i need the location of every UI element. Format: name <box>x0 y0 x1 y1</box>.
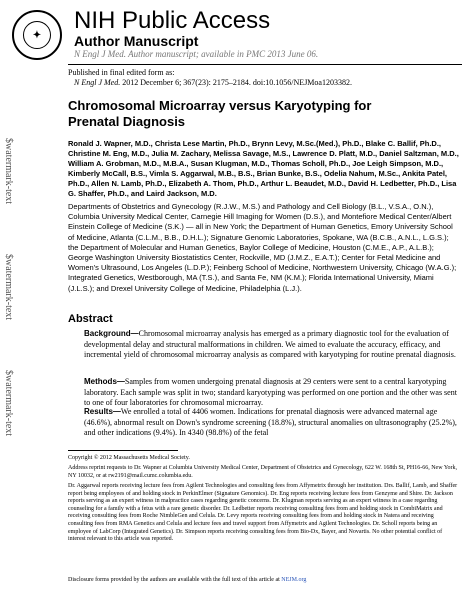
header-rule <box>68 64 462 65</box>
eagle-icon: ✦ <box>32 29 42 41</box>
watermark-text: $watermark-text <box>3 254 14 321</box>
published-as-label: Published in final edited form as: <box>68 68 175 77</box>
watermark-text: $watermark-text <box>3 138 14 205</box>
watermark-text: $watermark-text <box>3 370 14 437</box>
footnote-rule <box>68 450 178 451</box>
citation: N Engl J Med. 2012 December 6; 367(23): 2175–2184. doi:10.1056/NEJMoa1203382. <box>74 78 352 87</box>
disclosure-forms-note: Disclosure forms provided by the authors are available with the full text of this article at NEJM.org <box>68 577 307 583</box>
nih-public-access-title: NIH Public Access <box>74 7 271 34</box>
article-title: Chromosomal Microarray versus Karyotyping for Prenatal Diagnosis <box>68 98 372 129</box>
copyright-note: Copyright © 2012 Massachusetts Medical Society. <box>68 455 190 461</box>
author-manuscript-label: Author Manuscript <box>74 33 199 49</box>
nih-seal-logo <box>12 10 62 60</box>
abstract-methods: Methods—Samples from women undergoing prenatal diagnosis at 29 centers were sent to a central karyotyping laboratory. Each sample was split in two; standard karyotyping was performed on one portion and the other was sent to one of four laboratories for chromosomal microarray. <box>84 377 457 407</box>
abstract-background: Background—Chromosomal microarray analysis has emerged as a primary diagnostic tool for the evaluation of developmental delay and structural malformations in children. We aimed to evaluate the accuracy, efficacy, and incremental yield of chromosomal microarray analysis as compared with karyotyping for routine prenatal diagnosis. <box>84 329 456 359</box>
author-list: Ronald J. Wapner, M.D., Christa Lese Martin, Ph.D., Brynn Levy, M.Sc.(Med.), Ph.D., Blake C. Ballif, Ph.D., Christine M. Eng, M.D., Julia M. Zachary, Melissa Savage, M.S., Lawrence D. Platt, M.D., Daniel Saltzman, M.D., William A. Grobman, M.D., M.B.A., Susan Klugman, M.D., Thomas Scholl, Ph.D., Joe Leigh Simpson, M.D., Kimberly McCall, B.S., Vimla S. Aggarwal, M.B., B.S., Brian Bunke, B.S., Odelia Nahum, M.Sc., Ankita Patel, Ph.D., Allen N. Lamb, Ph.D., Elizabeth A. Thom, Ph.D., Arthur L. Beaudet, M.D., David H. Ledbetter, Ph.D., Lisa G. Shaffer, Ph.D., and Laird Jackson, M.D. <box>68 139 459 198</box>
abstract-heading: Abstract <box>68 313 113 325</box>
nejm-link[interactable]: NEJM.org <box>281 577 307 583</box>
affiliations: Departments of Obstetrics and Gynecology (R.J.W., M.S.) and Pathology and Cell Biology (B.L., V.S.A., O.N.), Columbia University Medical Center, Carnegie Hill Imaging for Women (D.S.), and Montefiore Medical Center/Albert Einstein College of Medicine (S.K.) — all in New York; the Department of Human Genetics, Emory University School of Medicine, Atlanta (C.L.M., B.B., D.H.L.); Signature Genomic Laboratories, Spokane, WA (B.C.B., A.N.L., L.G.S.); the Department of Molecular and Human Genetics, Baylor College of Medicine, Houston (C.M.E., A.P., A.L.B.); George Washington University Biostatistics Center, Rockville, MD (J.M.Z., E.A.T.); Center for Fetal Medicine and Women's Ultrasound, Los Angeles (L.D.P.); Feinberg School of Medicine, Northwestern University, Chicago (W.A.G.); Integrated Genetics, Westborough, MA (T.S.), and Santa Fe, NM (K.M.); Florida International University, Miami (J.L.S.); and Drexel University College of Medicine, Philadelphia (L.J.). <box>68 202 457 293</box>
reprint-address-note: Address reprint requests to Dr. Wapner at Columbia University Medical Center, Department of Obstetrics and Gynecology, 622 W. 168th St, PH16-66, New York, NY 10032, or at rw2191@mail.cumc.columbia.edu. <box>68 465 458 479</box>
disclosures-note: Dr. Aggarwal reports receiving lecture fees from Agilent Technologies and consulting fees from Affymetrix through her institution. Drs. Ballif, Lamb, and Shaffer report being employees of and holding stock in PerkinElmer (Signature Genomics). Dr. Eng reports receiving lecture fees from Genzyme and Shire. Dr. Jackson reports serving as an expert witness in malpractice cases regarding genetic concerns. Dr. Klugman reports serving as an expert witness in a case regarding counseling for a family with a fetus with a rare genetic disorder. Dr. Ledbetter reports receiving consulting fees from and holding stock in CombiMatrix and receiving consulting fees from Roche NimbleGen and Celula. Dr. Levy reports receiving consulting fees from and holding stock in Natera and receiving consulting fees from RMA Genetics and Celula and lecture fees and travel support from Affymetrix and Agilent Technologies. Dr. Scholl reports being an employee of LabCorp (Integrated Genetics). Dr. Simpson reports receiving consulting fees from Bio-Dx, Bayer, and Novartis. No other potential conflict of interest relevant to this article was reported. <box>68 483 458 543</box>
abstract-results: Results—We enrolled a total of 4406 women. Indications for prenatal diagnosis were advanced maternal age (46.6%), abnormal result on Down's syndrome screening (18.8%), structural anomalies on ultrasonography (25.2%), and other indications (9.4%). In 4340 (98.8%) of the fetal <box>84 407 457 437</box>
manuscript-availability-note: N Engl J Med. Author manuscript; available in PMC 2013 June 06. <box>74 49 319 59</box>
